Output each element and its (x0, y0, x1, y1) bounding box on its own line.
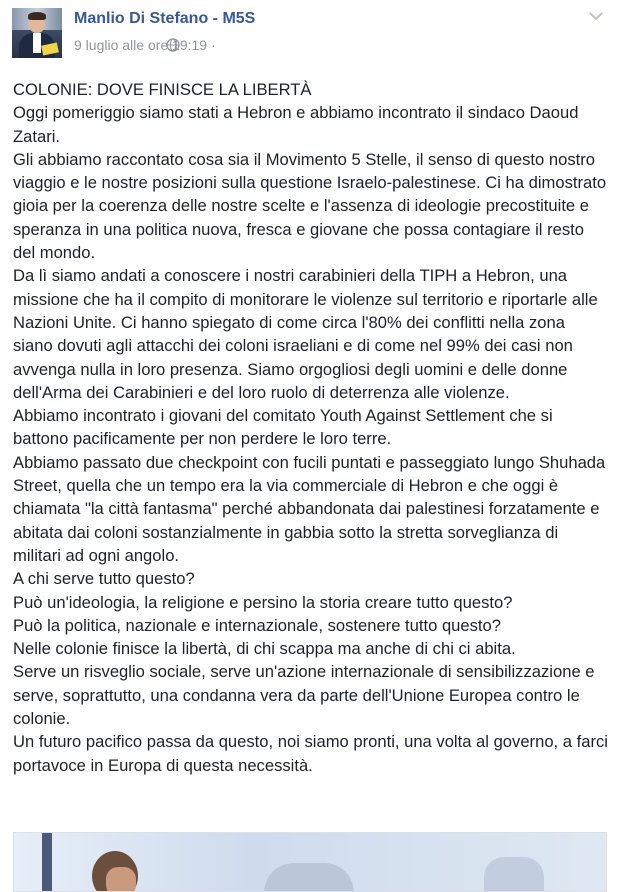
post-paragraph: Nelle colonie finisce la libertà, di chi scappa ma anche di chi ci abita. (13, 639, 516, 659)
avatar[interactable] (12, 8, 62, 58)
post-paragraph: Può la politica, nazionale e internazionale, sostenere tutto questo? (13, 615, 502, 635)
chevron-down-icon[interactable] (588, 10, 604, 22)
post-body (13, 78, 609, 777)
post-paragraph: Gli abbiamo raccontato cosa sia il Movimento 5 Stelle, il senso di questo nostro viaggio e le nostre posizioni sulla questione Israelo-palestinese. Ci ha dimostrato gioia per la coerenza delle nostre scelte e l'assenza di ideologie precostituite e speranza in una politica nuova, fresca e giovane che possa contagiare il resto del mondo. (13, 149, 607, 263)
author-name-link[interactable]: Manlio Di Stefano - M5S (74, 10, 256, 27)
post-paragraph: Abbiamo incontrato i giovani del comitato Youth Against Settlement che si battono pacificamente per non perdere le loro terre. (13, 406, 553, 449)
post-paragraph: Può un'ideologia, la religione e persino la storia creare tutto questo? (13, 592, 513, 612)
post-paragraph: Un futuro pacifico passa da questo, noi siamo pronti, una volta al governo, a farci portavoce in Europa di questa necessità. (13, 732, 608, 775)
post-title: COLONIE: DOVE FINISCE LA LIBERTÀ (13, 80, 312, 99)
post-photo[interactable] (13, 832, 607, 892)
post-paragraph: Oggi pomeriggio siamo stati a Hebron e abbiamo incontrato il sindaco Daoud Zatari. (13, 103, 579, 146)
post-paragraph: Serve un risveglio sociale, serve un'azione internazionale di sensibilizzazione e serve, soprattutto, una condanna vera da parte dell'Unione Europea contro le colonie. (13, 662, 595, 729)
post-paragraph: A chi serve tutto questo? (13, 569, 195, 589)
globe-icon[interactable] (166, 38, 180, 52)
post-timestamp-link[interactable]: 9 luglio alle ore 19:19 · (74, 37, 216, 53)
post-header (12, 8, 608, 68)
post-paragraph: Da lì siamo andati a conoscere i nostri carabinieri della TIPH a Hebron, una missione che ha il compito di monitorare le violenze sul territorio e riportarle alle Nazioni Unite. Ci hanno spiegato di come circa l'80% dei conflitti nella zona siano dovuti agli attacchi dei coloni israeliani e di come nel 99% dei casi non avvenga nulla in loro presenza. Siamo orgogliosi degli uomini e delle donne dell'Arma dei Carabinieri e del loro ruolo di deterrenza alle violenze. (13, 266, 598, 402)
post-paragraph: Abbiamo passato due checkpoint con fucili puntati e passeggiato lungo Shuhada Street, quella che un tempo era la via commerciale di Hebron e che oggi è chiamata "la città fantasma" perché abbandonata dai palestinesi forzatamente e abitata dai coloni sostanzialmente in gabbia sotto la stretta sorveglianza di militari ad ogni angolo. (13, 452, 606, 565)
